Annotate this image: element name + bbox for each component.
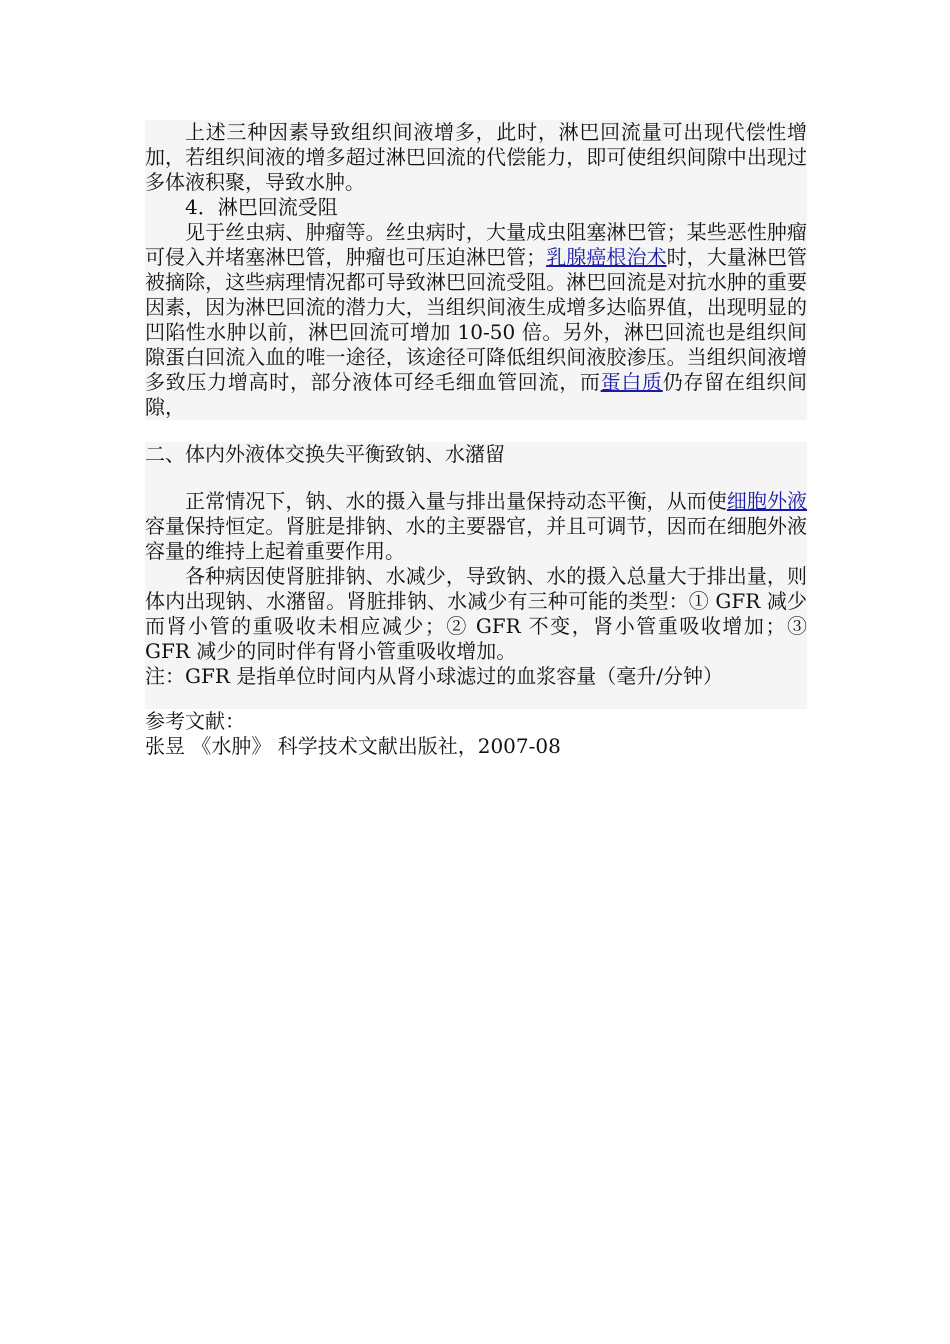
paragraph-text: 容量保持恒定。肾脏是排钠、水的主要器官，并且可调节，因而在细胞外液容量的维持上起着重要作用。 xyxy=(145,514,807,563)
paragraph-balance xyxy=(145,489,807,564)
paragraph-text: 仍存留在组织间隙， xyxy=(145,370,808,419)
reference-entry: 张昱 《水肿》 科学技术文献出版社，2007-08 xyxy=(145,734,561,758)
section-sodium-water-block xyxy=(145,442,807,709)
references-label: 参考文献： xyxy=(145,709,245,733)
paragraph-compensation: 上述三种因素导致组织间液增多，此时，淋巴回流量可出现代偿性增加，若组织间液的增多超过淋巴回流的代偿能力，即可使组织间隙中出现过多体液积聚，导致水肿。 xyxy=(145,120,807,194)
references xyxy=(145,709,807,759)
document-page xyxy=(145,120,807,759)
heading-lymph-obstruction: 4．淋巴回流受阻 xyxy=(185,195,338,219)
paragraph-retention-types: 各种病因使肾脏排钠、水减少，导致钠、水的摄入总量大于排出量，则体内出现钠、水潴留。肾脏排钠、水减少有三种可能的类型：① GFR 减少而肾小管的重吸收未相应减少；② GFR 不变，肾小管重吸收增加；③ GFR 减少的同时伴有肾小管重吸收增加。 xyxy=(145,564,807,663)
note-gfr: 注：GFR 是指单位时间内从肾小球滤过的血浆容量（毫升/分钟） xyxy=(145,664,724,688)
paragraph-lymph-obstruction xyxy=(145,220,807,420)
link-breast-cancer-surgery[interactable]: 乳腺癌根治术 xyxy=(546,245,667,269)
section-title-sodium-water: 二、体内外液体交换失平衡致钠、水潴留 xyxy=(145,442,505,466)
paragraph-text: 正常情况下，钠、水的摄入量与排出量保持动态平衡，从而使 xyxy=(185,489,727,513)
paragraph-text: 时，大量淋巴管被摘除，这些病理情况都可导致淋巴回流受阻。淋巴回流是对抗水肿的重要因素，因为淋巴回流的潜力大，当组织间液生成增多达临界值，出现明显的凹陷性水肿以前，淋巴回流可增加 10-50 倍。另外，淋巴回流也是组织间隙蛋白回流入血的唯一途径，该途径可降低组织间液胶渗压。当组织间液增多致压力增高时，部分液体可经毛细血管回流，而 xyxy=(145,245,807,394)
link-extracellular-fluid[interactable]: 细胞外液 xyxy=(726,489,808,513)
section-lymph-block xyxy=(145,120,807,420)
link-protein[interactable]: 蛋白质 xyxy=(600,370,663,394)
paragraph-text: 见于丝虫病、肿瘤等。丝虫病时，大量成虫阻塞淋巴管；某些恶性肿瘤可侵入并堵塞淋巴管，肿瘤也可压迫淋巴管； xyxy=(145,220,807,269)
